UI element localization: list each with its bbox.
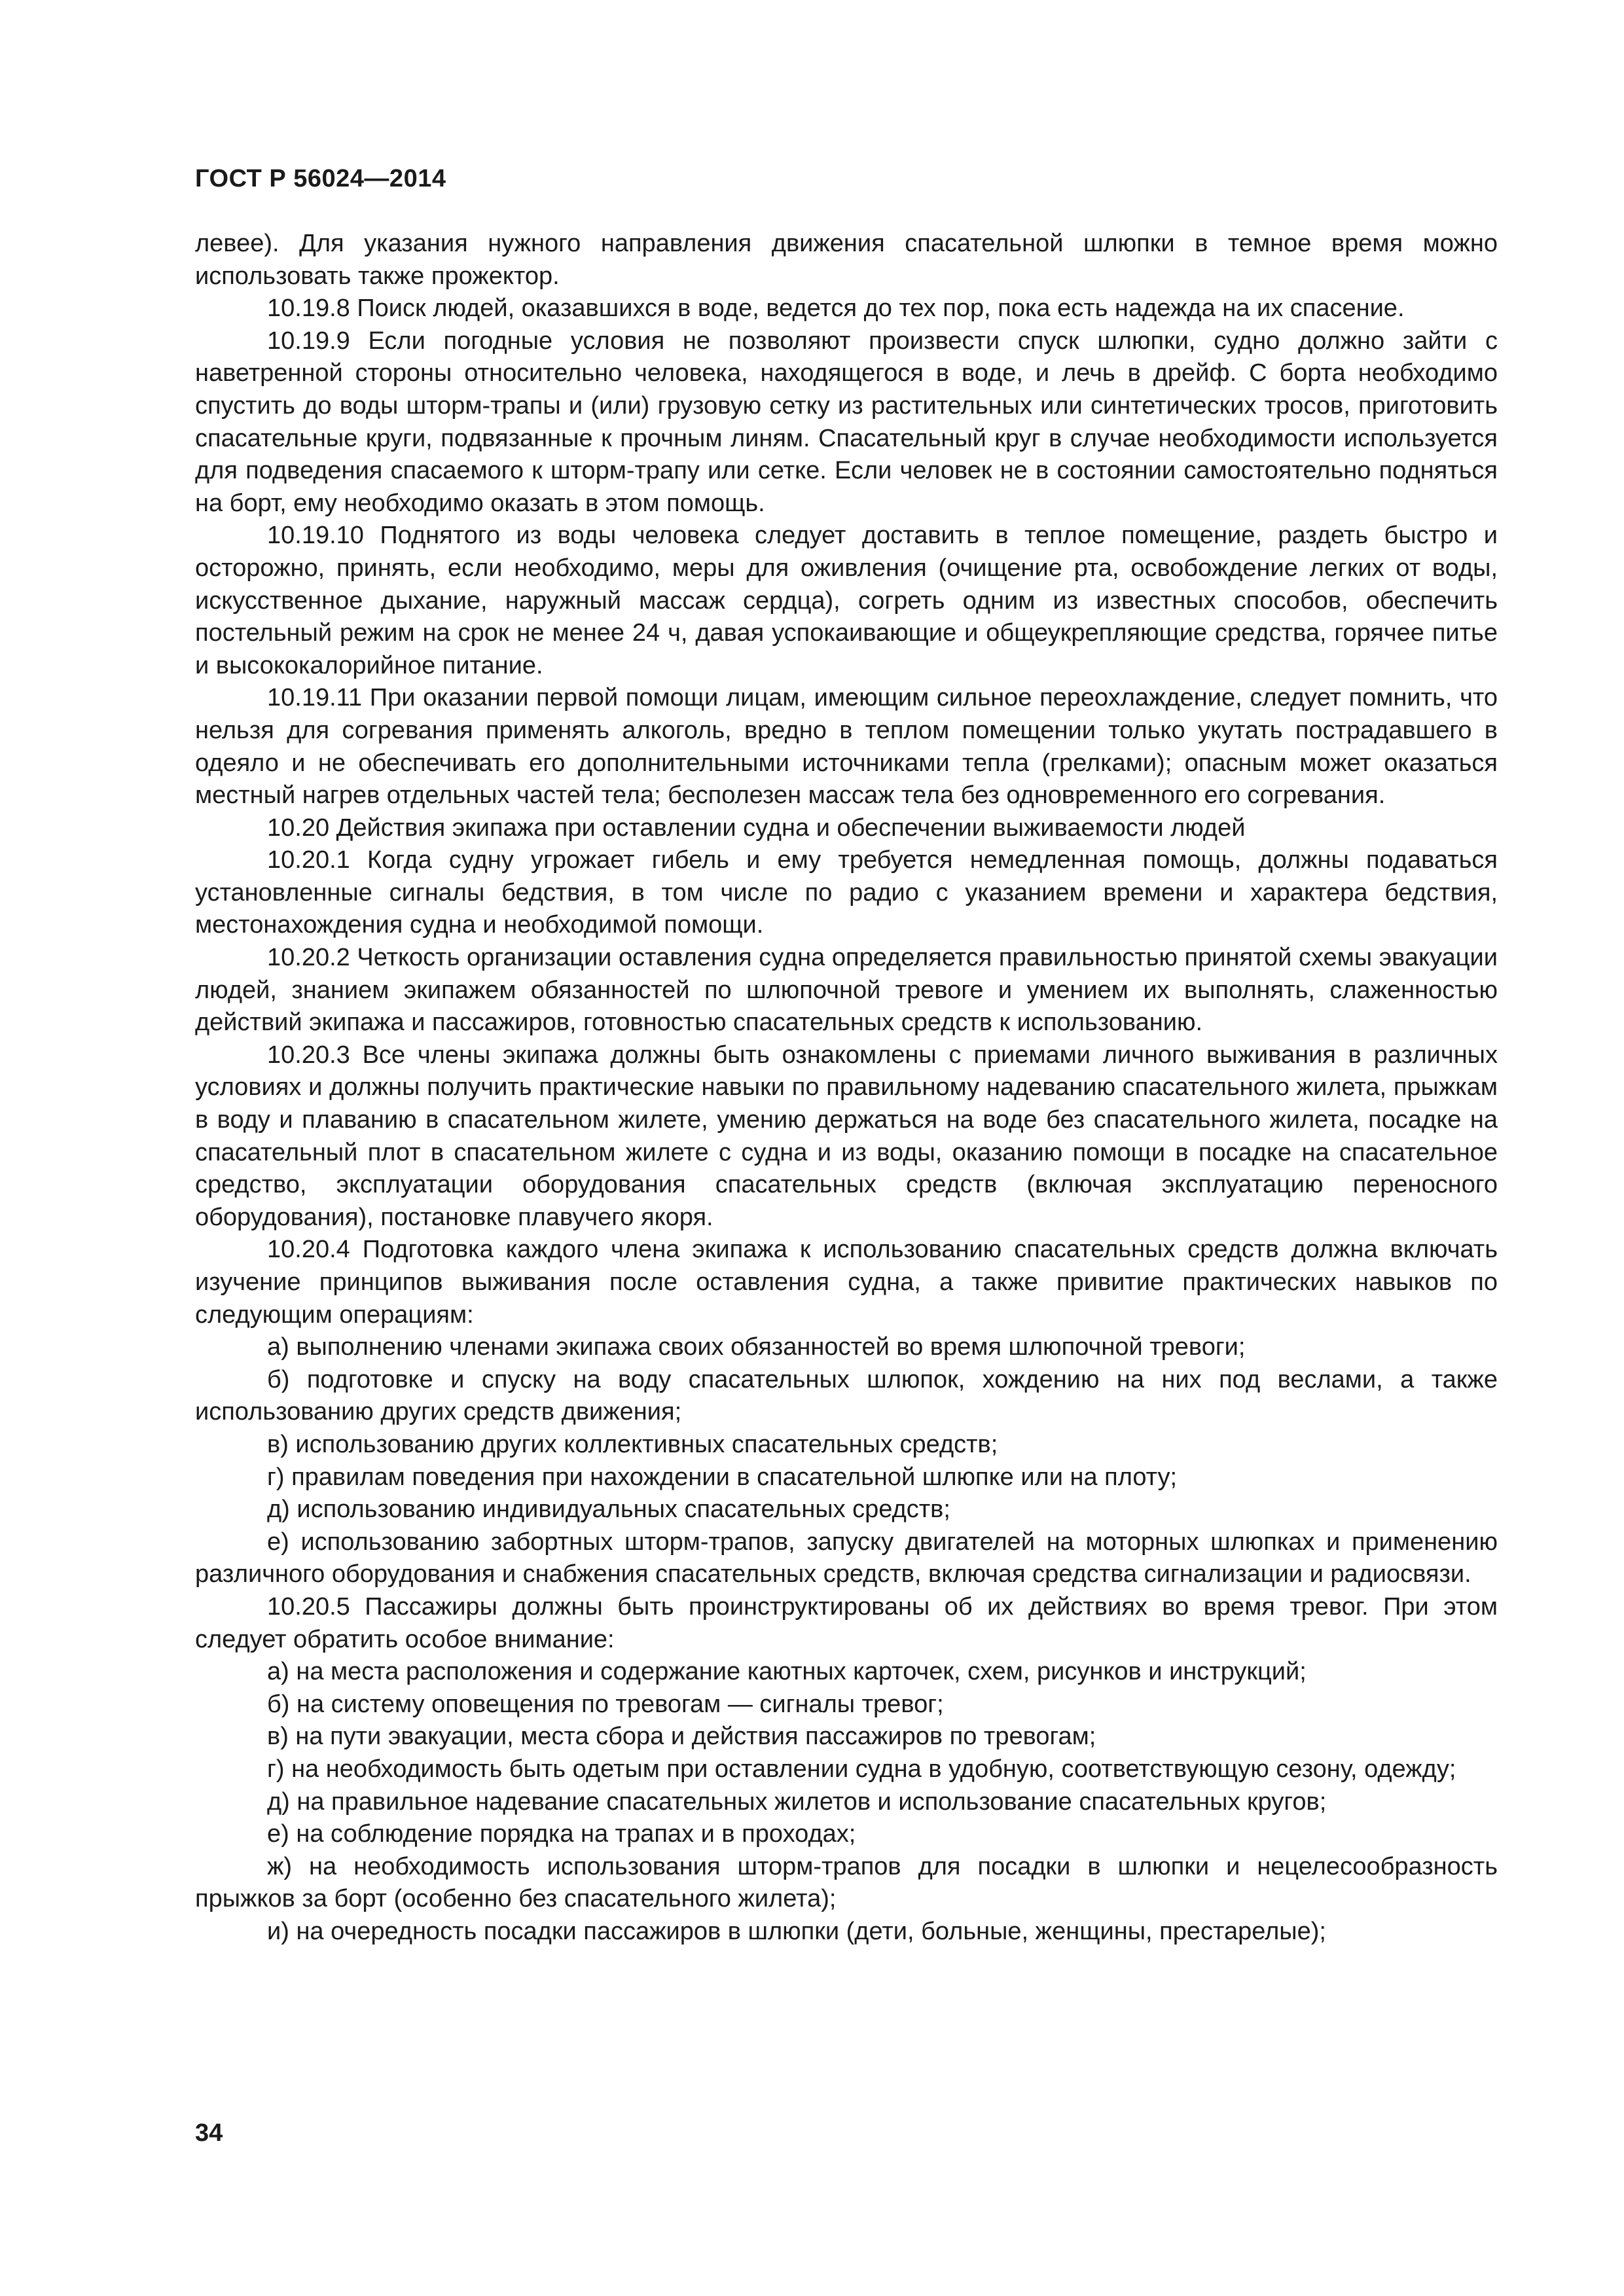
list-item-a: а) на места расположения и содержание каютных карточек, схем, рисунков и инструкций;	[267, 1658, 1307, 1686]
paragraph-10-19-9: 10.19.9 Если погодные условия не позволяют произвести спуск шлюпки, судно должно зайти с наветренной стороны относительно человека, находящегося в воде, и лечь в дрейф. С борта необходимо спустить до воды шторм-трапы и (или) грузовую сетку из растительных или синтетических тросов, приготовить спасательные круги, подвязанные к прочным линям. Спасательный круг в случае необходимости используется для подведения спасаемого к шторм-трапу или сетке. Если человек не в состоянии самостоятельно подняться на борт, ему необходимо оказать в этом помощь.	[195, 327, 1498, 517]
list-item-b: б) на систему оповещения по тревогам — сигналы тревог;	[267, 1690, 944, 1718]
list-item-e: е) использованию забортных шторм-трапов, запуску двигателей на моторных шлюпках и применению различного оборудования и снабжения спасательных средств, включая средства сигнализации и радиосвязи.	[195, 1528, 1498, 1588]
list-item-v: в) использованию других коллективных спасательных средств;	[267, 1430, 998, 1458]
document-body	[195, 228, 1498, 1948]
list-item-zh: ж) на необходимость использования шторм-трапов для посадки в шлюпки и нецелесообразность прыжков за борт (особенно без спасательного жилета);	[195, 1852, 1498, 1913]
paragraph-10-20-4: 10.20.4 Подготовка каждого члена экипажа к использованию спасательных средств должна включать изучение принципов выживания после оставления судна, а также привитие практических навыков по следующим операциям:	[195, 1236, 1498, 1329]
paragraph-10-20-5: 10.20.5 Пассажиры должны быть проинструктированы об их действиях во время тревог. При этом следует обратить особое внимание:	[195, 1592, 1498, 1653]
paragraph-10-20-1: 10.20.1 Когда судну угрожает гибель и ему требуется немедленная помощь, должны подаваться установленные сигналы бедствия, в том числе по радио с указанием времени и характера бедствия, местонахождения судна и необходимой помощи.	[195, 846, 1498, 939]
section-heading-10-20: 10.20 Действия экипажа при оставлении судна и обеспечении выживаемости людей	[267, 814, 1246, 842]
paragraph-continuation: левее). Для указания нужного направления движения спасательной шлюпки в темное время можно использовать также прожектор.	[195, 230, 1498, 290]
list-item-d: д) на правильное надевание спасательных жилетов и использование спасательных кругов;	[267, 1787, 1327, 1816]
paragraph-10-20-2: 10.20.2 Четкость организации оставления судна определяется правильностью принятой схемы эвакуации людей, знанием экипажем обязанностей по шлюпочной тревоге и умением их выполнять, слаженностью действий экипажа и пассажиров, готовностью спасательных средств к использованию.	[195, 944, 1498, 1037]
list-item-v: в) на пути эвакуации, места сбора и действия пассажиров по тревогам;	[267, 1723, 1096, 1751]
paragraph-10-20-3: 10.20.3 Все члены экипажа должны быть ознакомлены с приемами личного выживания в различных условиях и должны получить практические навыки по правильному надеванию спасательного жилета, прыжкам в воду и плаванию в спасательном жилете, умению держаться на воде без спасательного жилета, посадке на спасательный плот в спасательном жилете с судна и из воды, оказанию помощи в посадке на спасательное средство, эксплуатации оборудования спасательных средств (включая эксплуатацию переносного оборудования), постановке плавучего якоря.	[195, 1041, 1498, 1231]
list-item-e: е) на соблюдение порядка на трапах и в проходах;	[267, 1820, 856, 1848]
paragraph-10-19-8: 10.19.8 Поиск людей, оказавшихся в воде, ведется до тех пор, пока есть надежда на их спасение.	[267, 295, 1405, 323]
list-item-a: а) выполнению членами экипажа своих обязанностей во время шлюпочной тревоги;	[267, 1333, 1246, 1361]
document-header: ГОСТ Р 56024—2014	[195, 165, 446, 192]
list-item-g: г) правилам поведения при нахождении в спасательной шлюпке или на плоту;	[267, 1463, 1178, 1491]
list-item-b: б) подготовке и спуску на воду спасательных шлюпок, хождению на них под веслами, а также использованию других средств движения;	[195, 1365, 1498, 1426]
list-item-g: г) на необходимость быть одетым при оставлении судна в удобную, соответствующую сезону, одежду;	[267, 1755, 1456, 1783]
list-item-i: и) на очередность посадки пассажиров в шлюпки (дети, больные, женщины, престарелые);	[267, 1917, 1326, 1945]
paragraph-10-19-11: 10.19.11 При оказании первой помощи лицам, имеющим сильное переохлаждение, следует помнить, что нельзя для согревания применять алкоголь, вредно в теплом помещении только укутать пострадавшего в одеяло и не обеспечивать его дополнительными источниками тепла (грелками); опасным может оказаться местный нагрев отдельных частей тела; бесполезен массаж тела без одновременного его согревания.	[195, 684, 1498, 810]
paragraph-10-19-10: 10.19.10 Поднятого из воды человека следует доставить в теплое помещение, раздеть быстро и осторожно, принять, если необходимо, меры для оживления (очищение рта, освобождение легких от воды, искусственное дыхание, наружный массаж сердца), согреть одним из известных способов, обеспечить постельный режим на срок не менее 24 ч, давая успокаивающие и общеукрепляющие средства, горячее питье и высококалорийное питание.	[195, 522, 1498, 679]
list-item-d: д) использованию индивидуальных спасательных средств;	[267, 1496, 950, 1524]
page-number: 34	[195, 2119, 223, 2147]
